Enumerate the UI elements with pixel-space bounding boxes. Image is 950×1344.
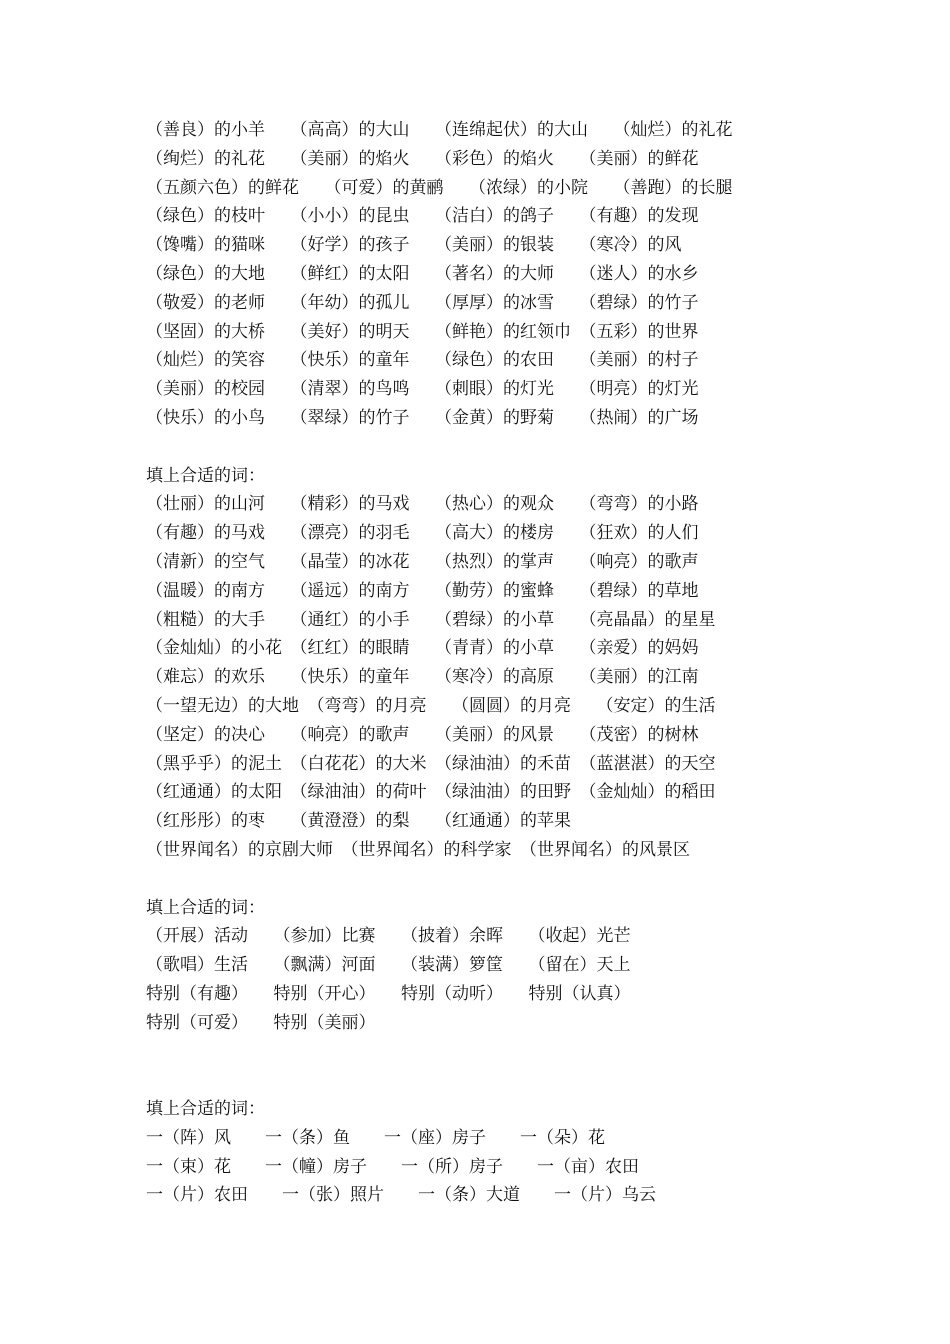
phrase-line: （灿烂）的笑容 （快乐）的童年 （绿色）的农田 （美丽）的村子 bbox=[146, 350, 699, 371]
section-phrases-1 bbox=[146, 116, 846, 433]
phrase-line: （敬爱）的老师 （年幼）的孤儿 （厚厚）的冰雪 （碧绿）的竹子 bbox=[146, 292, 699, 313]
section-heading: 填上合适的词： bbox=[146, 465, 265, 486]
phrase-line: （金灿灿）的小花 （红红）的眼睛 （青青）的小草 （亲爱）的妈妈 bbox=[146, 638, 699, 659]
phrase-line: （黑乎乎）的泥土 （白花花）的大米 （绿油油）的禾苗 （蓝湛湛）的天空 bbox=[146, 753, 716, 774]
phrase-line: 一（阵）风 一（条）鱼 一（座）房子 一（朵）花 bbox=[146, 1127, 605, 1148]
blank-line bbox=[146, 865, 846, 894]
phrase-line: 特别（有趣） 特别（开心） 特别（动听） 特别（认真） bbox=[146, 983, 631, 1004]
document-content bbox=[146, 116, 846, 1210]
section-measure-words bbox=[146, 1095, 846, 1210]
phrase-line: （难忘）的欢乐 （快乐）的童年 （寒冷）的高原 （美丽）的江南 bbox=[146, 667, 699, 688]
phrase-line: （一望无边）的大地 （弯弯）的月亮 （圆圆）的月亮 （安定）的生活 bbox=[146, 695, 716, 716]
phrase-line: （五颜六色）的鲜花 （可爱）的黄鹂 （浓绿）的小院 （善跑）的长腿 bbox=[146, 177, 733, 198]
phrase-line: 一（束）花 一（幢）房子 一（所）房子 一（亩）农田 bbox=[146, 1156, 639, 1177]
section-phrases-3 bbox=[146, 894, 846, 1038]
section-heading: 填上合适的词： bbox=[146, 897, 265, 918]
section-heading: 填上合适的词： bbox=[146, 1099, 265, 1120]
blank-lines bbox=[146, 1038, 846, 1096]
section-phrases-2 bbox=[146, 462, 846, 865]
phrase-line: （馋嘴）的猫咪 （好学）的孩子 （美丽）的银装 （寒冷）的风 bbox=[146, 235, 682, 256]
phrase-line: （红彤彤）的枣 （黄澄澄）的梨 （红通通）的苹果 bbox=[146, 811, 571, 832]
phrase-line: （美丽）的校园 （清翠）的鸟鸣 （刺眼）的灯光 （明亮）的灯光 bbox=[146, 379, 699, 400]
phrase-line: （红通通）的太阳 （绿油油）的荷叶 （绿油油）的田野 （金灿灿）的稻田 bbox=[146, 782, 716, 803]
phrase-line: （绚烂）的礼花 （美丽）的焰火 （彩色）的焰火 （美丽）的鲜花 bbox=[146, 148, 699, 169]
phrase-line: 特别（可爱） 特别（美丽） bbox=[146, 1012, 376, 1033]
phrase-line: （开展）活动 （参加）比赛 （披着）余晖 （收起）光芒 bbox=[146, 926, 631, 947]
phrase-line: （歌唱）生活 （飘满）河面 （装满）箩筐 （留在）天上 bbox=[146, 955, 631, 976]
phrase-line: （壮丽）的山河 （精彩）的马戏 （热心）的观众 （弯弯）的小路 bbox=[146, 494, 699, 515]
phrase-line: （快乐）的小鸟 （翠绿）的竹子 （金黄）的野菊 （热闹）的广场 bbox=[146, 407, 699, 428]
phrase-line: （善良）的小羊 （高高）的大山 （连绵起伏）的大山 （灿烂）的礼花 bbox=[146, 120, 733, 140]
phrase-line: （坚固）的大桥 （美好）的明天 （鲜艳）的红领巾 （五彩）的世界 bbox=[146, 321, 699, 342]
phrase-line: （坚定）的决心 （响亮）的歌声 （美丽）的风景 （茂密）的树林 bbox=[146, 724, 699, 745]
phrase-line: 一（片）农田 一（张）照片 一（条）大道 一（片）乌云 bbox=[146, 1185, 656, 1206]
phrase-line: （清新）的空气 （晶莹）的冰花 （热烈）的掌声 （响亮）的歌声 bbox=[146, 551, 699, 572]
phrase-line: （有趣）的马戏 （漂亮）的羽毛 （高大）的楼房 （狂欢）的人们 bbox=[146, 523, 699, 544]
phrase-line: （世界闻名）的京剧大师 （世界闻名）的科学家 （世界闻名）的风景区 bbox=[146, 839, 690, 860]
phrase-line: （绿色）的枝叶 （小小）的昆虫 （洁白）的鸽子 （有趣）的发现 bbox=[146, 206, 699, 227]
phrase-line: （温暖）的南方 （遥远）的南方 （勤劳）的蜜蜂 （碧绿）的草地 bbox=[146, 580, 699, 601]
blank-line bbox=[146, 433, 846, 462]
phrase-line: （绿色）的大地 （鲜红）的太阳 （著名）的大师 （迷人）的水乡 bbox=[146, 263, 699, 284]
phrase-line: （粗糙）的大手 （通红）的小手 （碧绿）的小草 （亮晶晶）的星星 bbox=[146, 609, 716, 630]
